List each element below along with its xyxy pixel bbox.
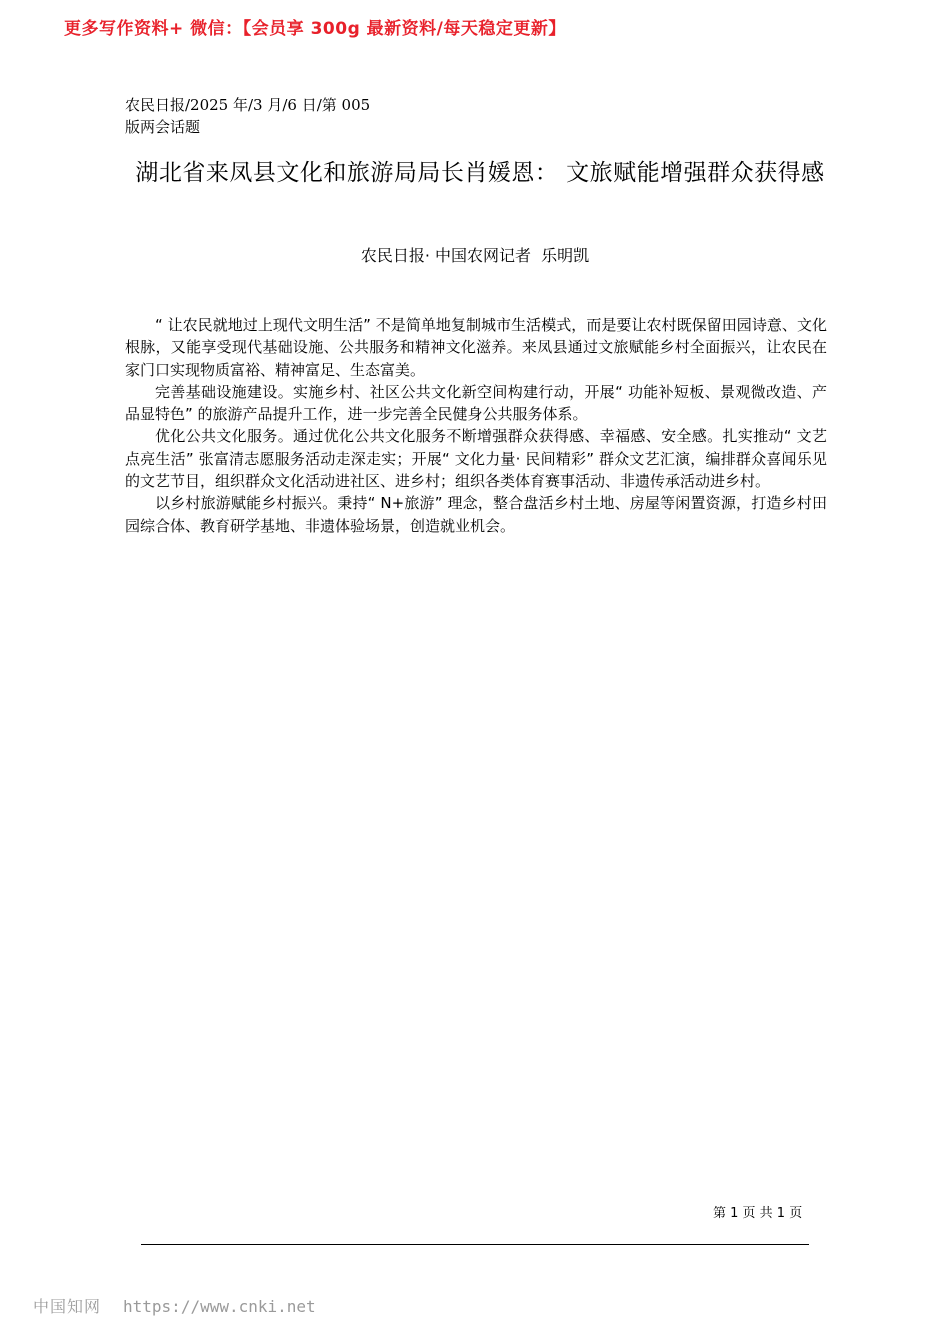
article-body (125, 314, 827, 537)
paragraph: 以乡村旅游赋能乡村振兴。秉持“ N+旅游” 理念，整合盘活乡村土地、房屋等闲置资源，打造乡村田园综合体、教育研学基地、非遗体验场景，创造就业机会。 (125, 494, 827, 535)
paragraph: 优化公共文化服务。通过优化公共文化服务不断增强群众获得感、幸福感、安全感。扎实推动“ 文艺点亮生活” 张富清志愿服务活动走深走实；开展“ 文化力量· 民间精彩” 群众文艺汇演，编排群众喜闻乐见的文艺节目，组织群众文化活动进社区、进乡村；组织各类体育赛事活动、非遗传承活动进乡村。 (125, 427, 827, 491)
article-title: 湖北省来凤县文化和旅游局局长肖媛恩： 文旅赋能增强群众获得感 (135, 160, 825, 186)
paragraph: 完善基础设施建设。实施乡村、社区公共文化新空间构建行动，开展“ 功能补短板、景观微改造、产品显特色” 的旅游产品提升工作，进一步完善全民健身公共服务体系。 (125, 382, 827, 424)
promo-banner: 更多写作资料+ 微信：【会员享 300g 最新资料/每天稳定更新】 (64, 19, 566, 39)
paragraph: “ 让农民就地过上现代文明生活” 不是简单地复制城市生活模式，而是要让农村既保留田园诗意、文化根脉，又能享受现代基础设施、公共服务和精神文化滋养。来凤县通过文旅赋能乡村全面振兴，让农民在家门口实现物质富裕、精神富足、生态富美。 (125, 316, 827, 379)
cnki-logo: 中国知网 (33, 1297, 102, 1316)
source-line: 农民日报/2025 年/3 月/6 日/第 005 版两会话题 (125, 96, 371, 136)
footer (33, 1294, 316, 1317)
footer-url[interactable]: https://www.cnki.net (123, 1297, 316, 1316)
page-number: 第 1 页 共 1 页 (713, 1206, 803, 1221)
byline: 农民日报· 中国农网记者 乐明凯 (360, 246, 590, 265)
footer-divider (141, 1244, 809, 1245)
